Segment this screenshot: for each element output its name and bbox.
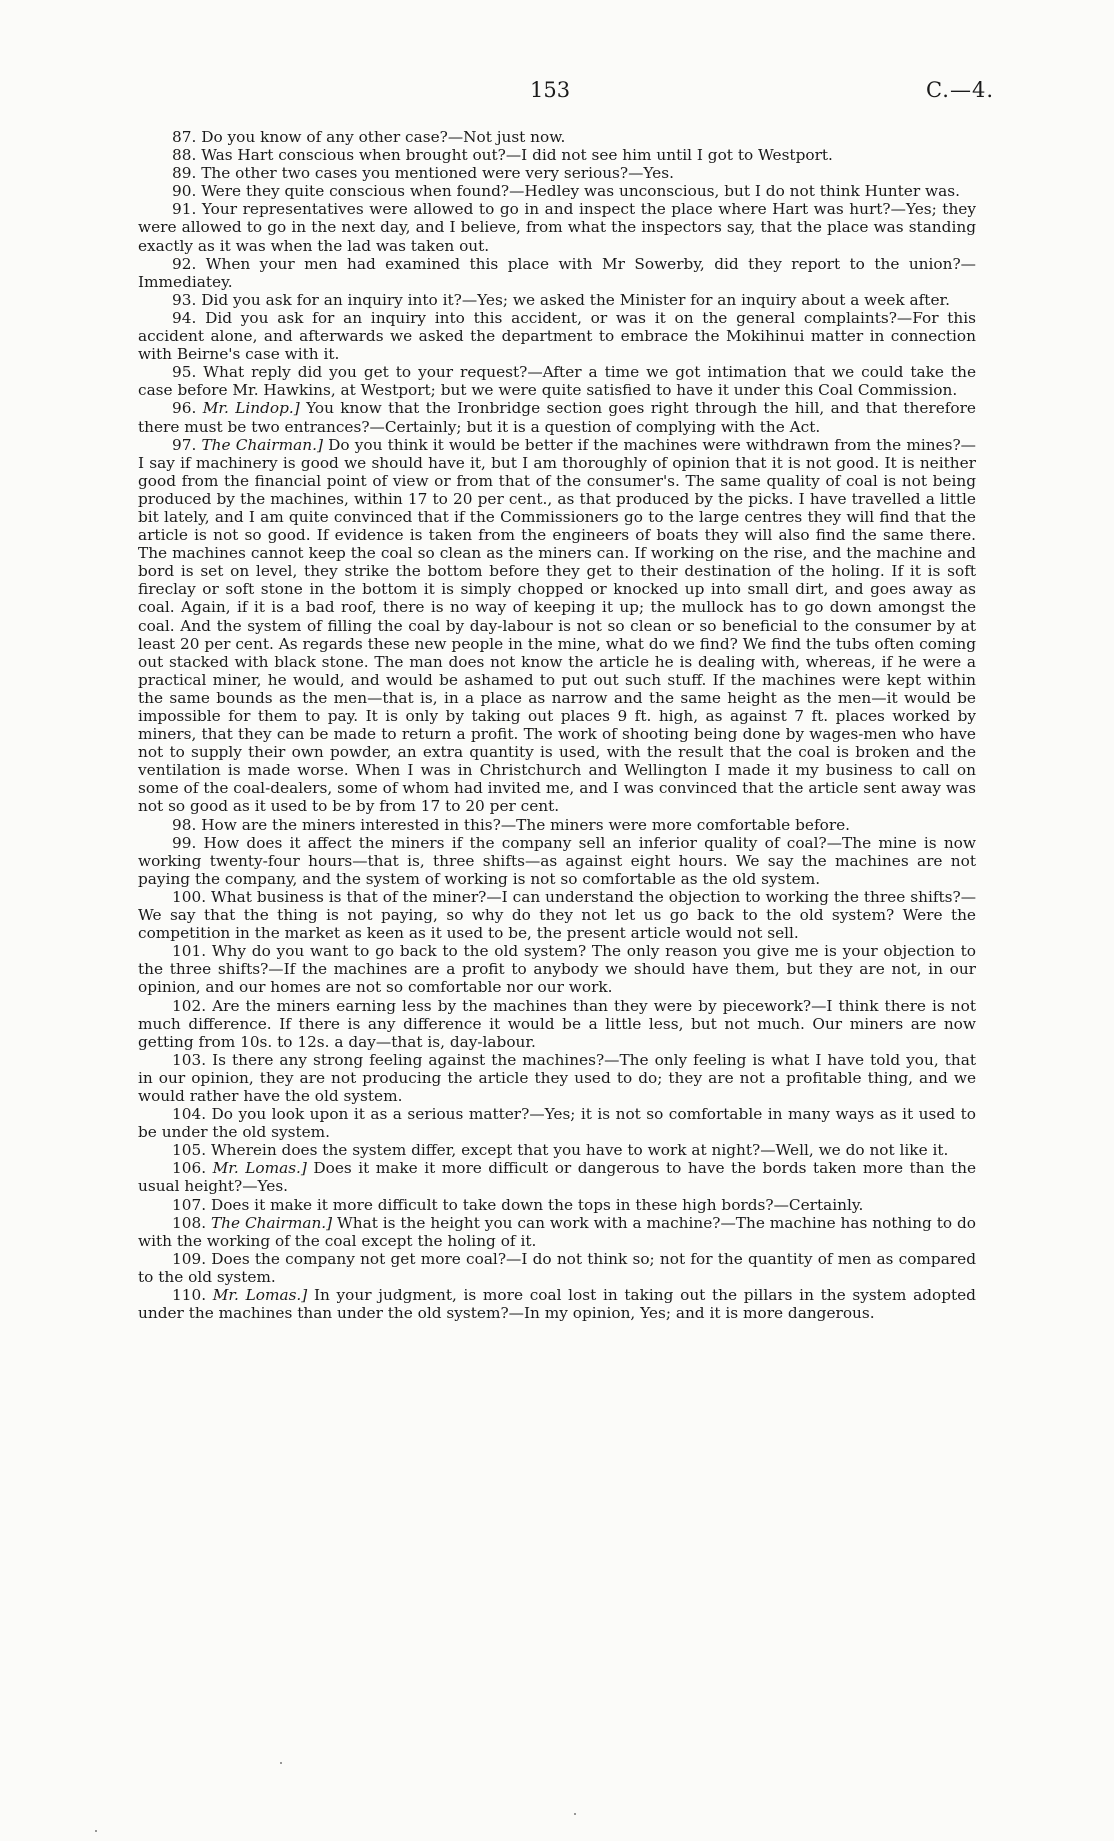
qa-paragraph bbox=[138, 146, 976, 164]
question-number: 93. bbox=[172, 290, 197, 309]
qa-text: What business is that of the miner?—I can understand the objection to working the three shifts?—We say that the thing is not paying, so why do they not let us go back to the old system? Were the competition in the market as keen as it used to be, the present article would not sell. bbox=[138, 887, 976, 943]
speaker-name: The Chairman.] bbox=[210, 1213, 333, 1232]
question-number: 107. bbox=[172, 1195, 207, 1214]
qa-paragraph bbox=[138, 255, 976, 291]
page-number: 153 bbox=[530, 78, 571, 102]
question-number: 110. bbox=[172, 1286, 207, 1304]
scan-speck bbox=[280, 1762, 282, 1764]
qa-text: Does the company not get more coal?—I do not think so; not for the quantity of men as compared to the old system. bbox=[138, 1249, 976, 1286]
qa-text: In your judgment, is more coal lost in taking out the pillars in the system adopted under the machines than under the old system?—In my opinion, Yes; and it is more dangerous. bbox=[138, 1286, 976, 1323]
qa-text: Your representatives were allowed to go in and inspect the place where Hart was hurt?—Yes; they were allowed to go in the next day, and I believe, from what the inspectors say, that the place was standing exactly as it was when the lad was taken out. bbox=[138, 200, 976, 255]
qa-text: How are the miners interested in this?—The miners were more comfortable before. bbox=[201, 815, 851, 834]
speaker-name: Mr. Lindop.] bbox=[202, 399, 300, 418]
evidence-text bbox=[138, 128, 976, 1322]
question-number: 97. bbox=[172, 435, 197, 454]
qa-text: Wherein does the system differ, except that you have to work at night?—Well, we do not like it. bbox=[210, 1141, 949, 1160]
qa-paragraph bbox=[138, 1250, 976, 1286]
qa-paragraph bbox=[138, 1051, 976, 1105]
qa-paragraph bbox=[138, 1159, 976, 1195]
question-number: 101. bbox=[172, 942, 207, 961]
question-number: 105. bbox=[172, 1141, 207, 1160]
qa-text: Why do you want to go back to the old system? The only reason you give me is your objection to the three shifts?—If the machines are a profit to anybody we should have them, but they are not, in our opinion, and our homes are not so comfortable nor our work. bbox=[138, 942, 976, 997]
qa-text: When your men had examined this place with Mr Sowerby, did they report to the union?—Immediatey. bbox=[138, 254, 976, 291]
qa-text: Did you ask for an inquiry into it?—Yes; we asked the Minister for an inquiry about a week after. bbox=[201, 290, 950, 309]
question-number: 98. bbox=[172, 815, 197, 834]
question-number: 92. bbox=[172, 254, 197, 273]
qa-paragraph bbox=[138, 1214, 976, 1250]
qa-paragraph bbox=[138, 182, 976, 200]
question-number: 87. bbox=[172, 128, 197, 146]
question-number: 90. bbox=[172, 182, 197, 201]
qa-text: What reply did you get to your request?—After a time we got intimation that we could take the case before Mr. Hawkins, at Westport; but we were quite satisfied to have it under this Coal Commission. bbox=[138, 363, 976, 400]
qa-text: Were they quite conscious when found?—Hedley was unconscious, but I do not think Hunter was. bbox=[201, 182, 960, 201]
qa-text: Are the miners earning less by the machines than they were by piecework?—I think there is not much difference. If there is any difference it would be a little less, but not much. Our miners are now getting from 10s. to 12s. a day—that is, day-labour. bbox=[138, 996, 976, 1051]
qa-paragraph bbox=[138, 997, 976, 1051]
question-number: 99. bbox=[172, 833, 197, 852]
qa-paragraph bbox=[138, 1141, 976, 1159]
qa-paragraph bbox=[138, 128, 976, 146]
page-header bbox=[0, 78, 1114, 108]
question-number: 96. bbox=[172, 399, 197, 418]
speaker-name: The Chairman.] bbox=[201, 435, 323, 454]
qa-paragraph bbox=[138, 816, 976, 834]
question-number: 104. bbox=[172, 1105, 207, 1124]
speaker-name: Mr. Lomas.] bbox=[212, 1159, 307, 1178]
speaker-name: Mr. Lomas.] bbox=[212, 1286, 308, 1304]
question-number: 103. bbox=[172, 1050, 207, 1069]
question-number: 108. bbox=[172, 1213, 207, 1232]
document-reference: C.—4. bbox=[925, 78, 994, 102]
qa-text: How does it affect the miners if the company sell an inferior quality of coal?—The mine is now working twenty-four hours—that is, three shifts—as against eight hours. We say the machines are not paying the company, and the system of working is not so comfortable as the old system. bbox=[138, 833, 976, 888]
scan-speck bbox=[574, 1813, 576, 1815]
qa-paragraph bbox=[138, 309, 976, 363]
qa-text: You know that the Ironbridge section goes right through the hill, and that therefore there must be two entrances?—Certainly; but it is a question of complying with the Act. bbox=[138, 399, 976, 436]
qa-paragraph bbox=[138, 1105, 976, 1141]
qa-paragraph bbox=[138, 399, 976, 435]
qa-paragraph bbox=[138, 834, 976, 888]
question-number: 88. bbox=[172, 146, 197, 165]
qa-text: Does it make it more difficult or dangerous to have the bords taken more than the usual height?—Yes. bbox=[138, 1159, 977, 1196]
qa-paragraph bbox=[138, 888, 976, 942]
qa-text: Do you think it would be better if the machines were withdrawn from the mines?—I say if machinery is good we should have it, but I am thoroughly of opinion that it is not good. It is neither good from the financial point of view or from that of the consumer's. The same quality of coal is not being produced by the machines, within 17 to 20 per cent., as that produced by the picks. I have travelled a little bit lately, and I am quite convinced that if the Commissioners go to the large centres they will find that the article is not so good. If evidence is taken from the engineers of boats they will also find the same there. The machines cannot keep the coal so clean as the miners can. If working on the rise, and the machine and bord is set on level, they strike the bottom before they get to their destination of the holing. If it is soft fireclay or soft stone in the bottom it is simply chopped or knocked up into small dirt, and goes away as coal. Again, if it is a bad roof, there is no way of keeping it up; the mullock has to go down amongst the coal. And the system of filling the coal by day-labour is not so clean or so beneficial to the consumer by at least 20 per cent. As regards these new people in the mine, what do we find? We find the tubs often coming out stacked with black stone. The man does not know the article he is dealing with, whereas, if he were a practical miner, he would, and would be ashamed to put out such stuff. If the machines were kept within the same bounds as the men—that is, in a place as narrow and the same height as the men—it would be impossible for them to pay. It is only by taking out places 9 ft. high, as against 7 ft. places worked by miners, that they can be made to return a profit. The work of shooting being done by wages-men who have not to supply their own powder, an extra quantity is used, with the result that the coal is broken and the ventilation is made worse. When I was in Christchurch and Wellington I made it my business to call on some of the coal-dealers, some of whom had invited me, and I was convinced that the article sent away was not so good as it used to be by from 17 to 20 per cent. bbox=[138, 435, 976, 816]
question-number: 94. bbox=[172, 308, 197, 327]
scan-speck bbox=[95, 1830, 97, 1832]
qa-text: Do you look upon it as a serious matter?—Yes; it is not so comfortable in many ways as it used to be under the old system. bbox=[138, 1105, 976, 1142]
question-number: 89. bbox=[172, 164, 197, 183]
qa-text: What is the height you can work with a machine?—The machine has nothing to do with the working of the coal except the holing of it. bbox=[138, 1213, 976, 1250]
qa-text: Is there any strong feeling against the machines?—The only feeling is what I have told you, that in our opinion, they are not producing the article they used to do; they are not a profitable thing, and we would rather have the old system. bbox=[138, 1050, 976, 1105]
qa-paragraph bbox=[138, 1196, 976, 1214]
question-number: 91. bbox=[172, 200, 197, 219]
qa-text: Do you know of any other case?—Not just now. bbox=[201, 128, 566, 146]
qa-text: Did you ask for an inquiry into this accident, or was it on the general complaints?—For this accident alone, and afterwards we asked the department to embrace the Mokihinui matter in connection with Beirne's case with it. bbox=[138, 308, 977, 364]
qa-paragraph bbox=[138, 942, 976, 996]
qa-paragraph bbox=[138, 164, 976, 182]
qa-paragraph bbox=[138, 363, 976, 399]
qa-text: The other two cases you mentioned were very serious?—Yes. bbox=[201, 164, 674, 183]
qa-text: Does it make it more difficult to take down the tops in these high bords?—Certainly. bbox=[210, 1195, 864, 1214]
question-number: 95. bbox=[172, 363, 197, 382]
question-number: 100. bbox=[172, 887, 207, 906]
qa-text: Was Hart conscious when brought out?—I did not see him until I got to Westport. bbox=[201, 146, 833, 165]
qa-paragraph bbox=[138, 200, 976, 254]
question-number: 109. bbox=[172, 1249, 207, 1268]
question-number: 102. bbox=[172, 996, 207, 1015]
question-number: 106. bbox=[172, 1159, 207, 1178]
qa-paragraph bbox=[138, 291, 976, 309]
qa-paragraph bbox=[138, 1286, 976, 1322]
qa-paragraph bbox=[138, 436, 976, 816]
